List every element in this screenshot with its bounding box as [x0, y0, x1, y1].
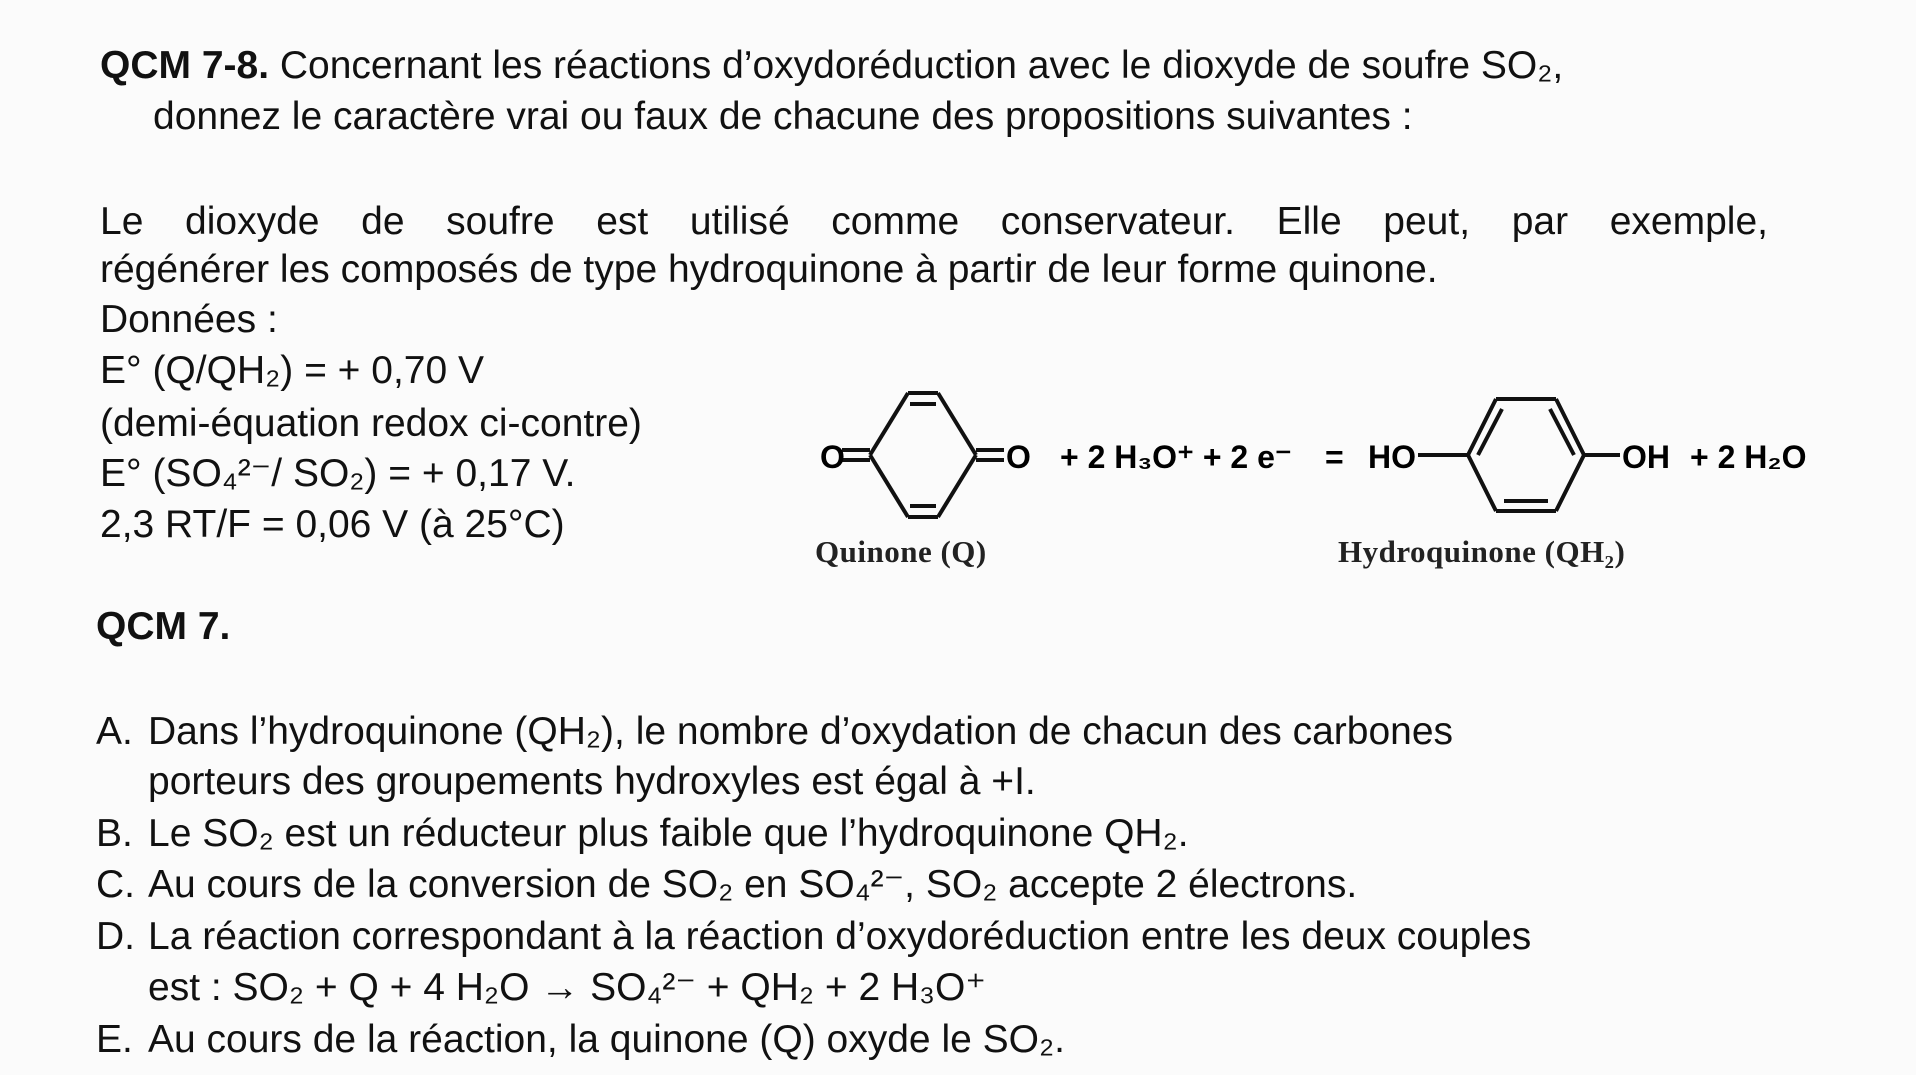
item-a-line1: Dans l’hydroquinone (QH₂), le nombre d’oxydation de chacun des carbones [148, 710, 1454, 753]
half-equation-note: (demi-équation redox ci-contre) [100, 402, 642, 445]
question-stem-line2: donnez le caractère vrai ou faux de chacune des propositions suivantes : [153, 95, 1413, 138]
potential-so4-so2: E° (SO₄²⁻/ SO₂) = + 0,17 V. [100, 452, 576, 495]
item-b-line1: Le SO₂ est un réducteur plus faible que l’hydroquinone QH₂. [148, 812, 1189, 855]
qcm7-title: QCM 7. [96, 605, 231, 648]
data-title: Données : [100, 298, 278, 341]
item-d-letter: D. [96, 915, 135, 958]
quinone-oxygen-right: O [1006, 439, 1031, 475]
products-terms: + 2 H₂O [1690, 439, 1807, 475]
question-number: QCM 7-8. [100, 44, 270, 87]
quinone-label: Quinone (Q) [815, 534, 987, 569]
item-d-line2: est : SO₂ + Q + 4 H₂O → SO₄²⁻ + QH₂ + 2 H₃O⁺ [148, 966, 986, 1009]
reactants-terms: + 2 H₃O⁺ + 2 e⁻ [1060, 439, 1292, 475]
quinone-oxygen-left: O [820, 439, 845, 475]
intro-line2: régénérer les composés de type hydroquinone à partir de leur forme quinone. [100, 248, 1438, 291]
hydroquinone-structure [1418, 399, 1620, 511]
item-e-line1: Au cours de la réaction, la quinone (Q) oxyde le SO₂. [148, 1018, 1065, 1061]
question-header [100, 42, 1563, 90]
item-c-letter: C. [96, 863, 135, 906]
intro-line1: Le dioxyde de soufre est utilisé comme conservateur. Elle peut, par exemple, [100, 200, 1768, 243]
potential-q-qh2: E° (Q/QH₂) = + 0,70 V [100, 349, 485, 392]
question-stem-line1: Concernant les réactions d’oxydoréduction avec le dioxyde de soufre SO₂, [279, 44, 1564, 87]
item-a-line2: porteurs des groupements hydroxyles est égal à +I. [148, 760, 1036, 803]
hydroxyl-left: HO [1368, 439, 1416, 475]
item-b-letter: B. [96, 812, 133, 855]
hydroquinone-label: Hydroquinone (QH₂) [1338, 534, 1626, 569]
quinone-structure [842, 393, 1004, 517]
item-d-line1: La réaction correspondant à la réaction d’oxydoréduction entre les deux couples [148, 915, 1532, 958]
item-c-line1: Au cours de la conversion de SO₂ en SO₄²⁻, SO₂ accepte 2 électrons. [148, 863, 1358, 906]
item-e-letter: E. [96, 1018, 133, 1061]
equals-sign: = [1325, 439, 1344, 475]
hydroxyl-right: OH [1622, 439, 1670, 475]
constant-value: 2,3 RT/F = 0,06 V (à 25°C) [100, 503, 565, 546]
item-a-letter: A. [96, 710, 133, 753]
